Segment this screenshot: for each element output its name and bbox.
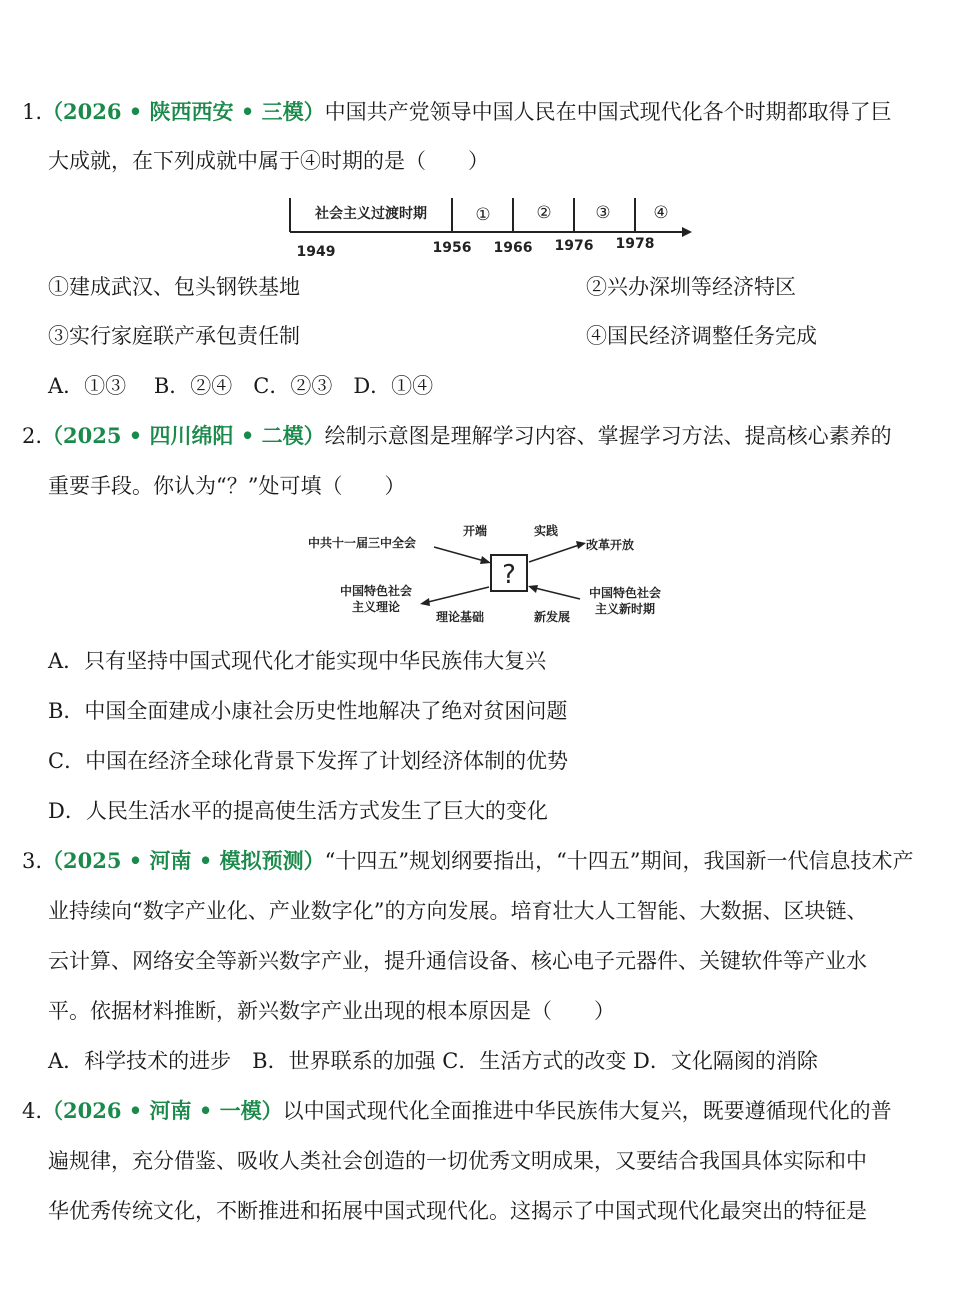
question-number: 4. — [22, 1099, 43, 1123]
timeline-segment-label: ② — [536, 203, 552, 223]
question-2-line-1 — [22, 421, 892, 451]
timeline-segment-label: ③ — [595, 203, 611, 223]
timeline-year: 1949 — [296, 244, 336, 260]
diagram-node-label: 主义理论 — [351, 600, 401, 614]
timeline-segment-label: ① — [475, 205, 491, 225]
diagram-node-label: 中共十一届三中全会 — [308, 536, 417, 550]
diagram-node-label: 主义新时期 — [594, 602, 656, 616]
question-4-line-2: 遍规律，充分借鉴、吸收人类社会创造的一切优秀文明成果，又要结合我国具体实际和中 — [48, 1149, 867, 1173]
question-3-line-2: 业持续向“数字产业化、产业数字化”的方向发展。培育壮大人工智能、大数据、区块链、 — [48, 899, 868, 923]
diagram-center-label: ? — [502, 560, 516, 590]
timeline-year: 1966 — [493, 240, 533, 256]
question-3-line-1 — [22, 846, 914, 876]
concept-diagram — [300, 515, 680, 630]
diagram-node-label: 改革开放 — [586, 538, 635, 552]
diagram-arrow-label: 实践 — [533, 524, 559, 538]
diagram-arrow-label: 理论基础 — [435, 610, 485, 624]
question-source: （2025 • 四川绵阳 • 二模） — [42, 423, 325, 448]
question-number: 3. — [22, 849, 43, 873]
diagram-node-label: 中国特色社会 — [588, 586, 662, 600]
question-stem: “十四五”规划纲要指出，“十四五”期间，我国新一代信息技术产 — [324, 849, 914, 873]
item-1: ①建成武汉、包头钢铁基地 — [48, 275, 300, 299]
question-source: （2026 • 河南 • 一模） — [42, 1098, 283, 1123]
option-c: C．中国在经济全球化背景下发挥了计划经济体制的优势 — [48, 749, 569, 773]
item-2: ②兴办深圳等经济特区 — [586, 275, 796, 299]
question-source: （2026 • 陕西西安 • 三模） — [42, 99, 325, 124]
answer-choices: A．科学技术的进步 B．世界联系的加强 C．生活方式的改变 D．文化隔阂的消除 — [48, 1049, 818, 1073]
question-2-line-2: 重要手段。你认为“？”处可填（ ） — [48, 474, 406, 498]
question-1-line-2: 大成就，在下列成就中属于④时期的是（ ） — [48, 149, 489, 173]
question-4-line-3: 华优秀传统文化，不断推进和拓展中国式现代化。这揭示了中国式现代化最突出的特征是 — [48, 1199, 867, 1223]
item-4: ④国民经济调整任务完成 — [586, 324, 817, 348]
question-number: 1. — [22, 100, 43, 124]
item-3: ③实行家庭联产承包责任制 — [48, 324, 300, 348]
question-number: 2. — [22, 424, 43, 448]
timeline-figure — [280, 190, 700, 264]
question-3-line-4: 平。依据材料推断，新兴数字产业出现的根本原因是（ ） — [48, 999, 615, 1023]
option-d: D．人民生活水平的提高使生活方式发生了巨大的变化 — [48, 799, 548, 823]
option-a: A．只有坚持中国式现代化才能实现中华民族伟大复兴 — [48, 649, 547, 673]
timeline-year: 1978 — [615, 236, 655, 252]
timeline-segment-label: 社会主义过渡时期 — [315, 206, 427, 222]
timeline-segment-label: ④ — [653, 203, 669, 223]
question-stem: 中国共产党领导中国人民在中国式现代化各个时期都取得了巨 — [324, 100, 892, 124]
question-4-line-1 — [22, 1096, 892, 1126]
timeline-year: 1956 — [432, 240, 472, 256]
question-source: （2025 • 河南 • 模拟预测） — [42, 848, 325, 873]
diagram-node-label: 中国特色社会 — [339, 584, 413, 598]
option-b: B．中国全面建成小康社会历史性地解决了绝对贫困问题 — [48, 699, 568, 723]
answer-choices: A．①③ B．②④ C．②③ D．①④ — [48, 374, 434, 398]
question-stem: 绘制示意图是理解学习内容、掌握学习方法、提高核心素养的 — [324, 424, 892, 448]
timeline-year: 1976 — [554, 238, 594, 254]
question-1-line-1 — [22, 97, 892, 127]
question-3-line-3: 云计算、网络安全等新兴数字产业，提升通信设备、核心电子元器件、关键软件等产业水 — [48, 949, 867, 973]
diagram-arrow-label: 新发展 — [533, 610, 571, 624]
diagram-arrow-label: 开端 — [462, 524, 488, 538]
question-stem: 以中国式现代化全面推进中华民族伟大复兴，既要遵循现代化的普 — [282, 1099, 892, 1123]
